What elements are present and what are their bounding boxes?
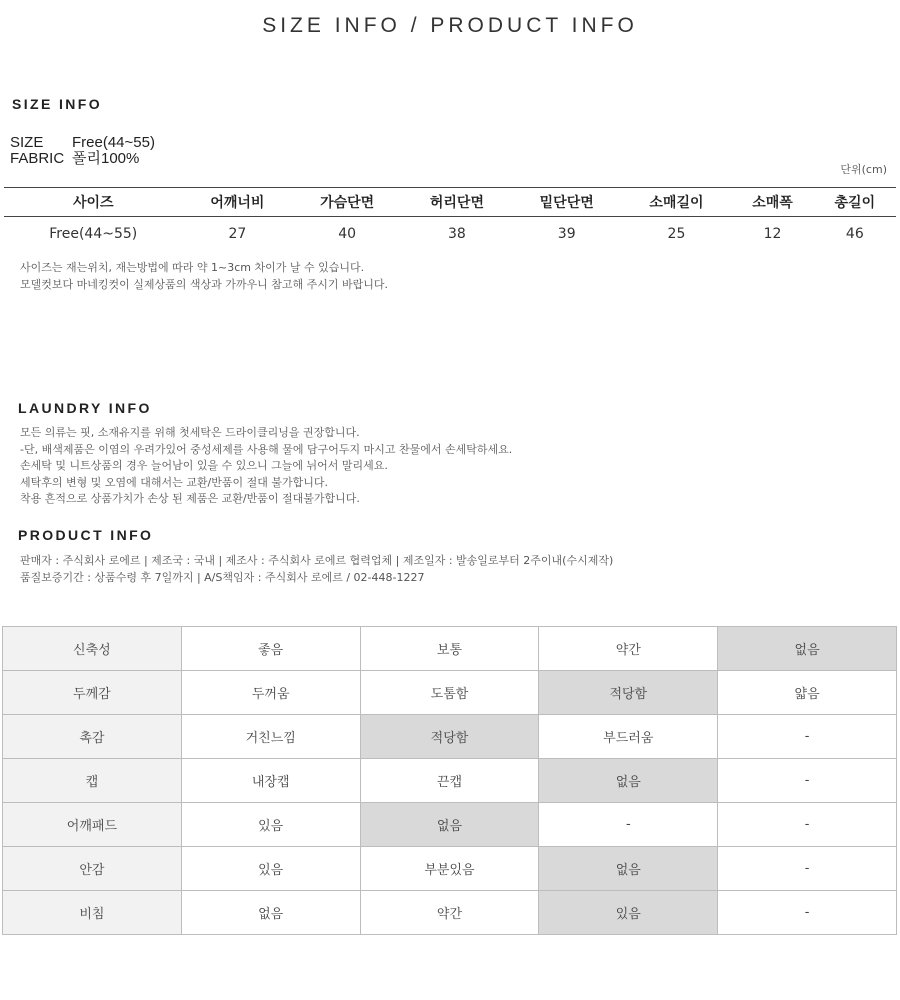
property-option: 내장캡 bbox=[181, 759, 360, 803]
property-label: 캡 bbox=[3, 759, 182, 803]
fabric-label: FABRIC bbox=[10, 150, 65, 167]
property-label: 안감 bbox=[3, 847, 182, 891]
property-option: - bbox=[718, 715, 897, 759]
unit-label: 단위(cm) bbox=[840, 163, 887, 176]
table-cell: 12 bbox=[763, 226, 782, 242]
table-cell: 25 bbox=[667, 226, 686, 242]
property-option-selected: 적당함 bbox=[360, 715, 539, 759]
size-spec bbox=[10, 134, 155, 151]
property-option: - bbox=[718, 803, 897, 847]
header-cell: 어깨너비 bbox=[183, 188, 293, 217]
property-label: 어깨패드 bbox=[3, 803, 182, 847]
property-option-selected: 없음 bbox=[539, 759, 718, 803]
property-row bbox=[3, 759, 897, 803]
property-option: 부분있음 bbox=[360, 847, 539, 891]
product-notes bbox=[20, 553, 613, 586]
property-label: 비침 bbox=[3, 891, 182, 935]
property-row bbox=[3, 627, 897, 671]
fabric-value: 폴리100% bbox=[72, 150, 140, 167]
laundry-notes bbox=[20, 425, 512, 508]
table-cell: Free(44~55) bbox=[49, 226, 138, 242]
property-option: - bbox=[718, 759, 897, 803]
property-option: 두꺼움 bbox=[181, 671, 360, 715]
product-line: 판매자 : 주식회사 로에르 | 제조국 : 국내 | 제조사 : 주식회사 로에르 협력업체 | 제조일자 : 발송일로부터 2주이내(수시제작) bbox=[20, 554, 614, 567]
property-row bbox=[3, 671, 897, 715]
laundry-line: 모든 의류는 핏, 소재유지를 위해 첫세탁은 드라이클리닝을 권장합니다. bbox=[20, 426, 360, 439]
product-line: 품질보증기간 : 상품수령 후 7일까지 | A/S책임자 : 주식회사 로에르 / 02-448-1227 bbox=[20, 570, 425, 584]
table-row bbox=[4, 217, 896, 252]
property-option: 없음 bbox=[181, 891, 360, 935]
size-notes bbox=[20, 260, 388, 293]
size-table bbox=[4, 187, 896, 251]
header-cell: 가슴단면 bbox=[292, 188, 402, 217]
fabric-spec bbox=[10, 150, 139, 167]
table-cell: 46 bbox=[845, 226, 864, 242]
laundry-line: 착용 흔적으로 상품가치가 손상 된 제품은 교환/반품이 절대불가합니다. bbox=[20, 492, 360, 505]
property-option: 좋음 bbox=[181, 627, 360, 671]
laundry-line: 세탁후의 변형 및 오염에 대해서는 교환/반품이 절대 불가합니다. bbox=[20, 475, 328, 489]
property-option: - bbox=[539, 803, 718, 847]
table-cell: 38 bbox=[448, 226, 466, 242]
property-option: 부드러움 bbox=[539, 715, 718, 759]
property-option-selected: 없음 bbox=[539, 847, 718, 891]
header-cell: 밑단단면 bbox=[512, 188, 622, 217]
property-label: 두께감 bbox=[3, 671, 182, 715]
property-row bbox=[3, 803, 897, 847]
size-value: Free(44~55) bbox=[72, 134, 155, 151]
header-cell: 소매폭 bbox=[731, 188, 813, 217]
property-row bbox=[3, 891, 897, 935]
page-title: SIZE INFO / PRODUCT INFO bbox=[262, 14, 638, 37]
header-cell: 사이즈 bbox=[4, 188, 183, 217]
laundry-line: 손세탁 및 니트상품의 경우 늘어남이 있을 수 있으니 그늘에 뉘어서 말리세요. bbox=[20, 459, 388, 472]
property-label: 신축성 bbox=[3, 627, 182, 671]
property-option: 거친느낌 bbox=[181, 715, 360, 759]
size-table-header bbox=[4, 188, 896, 217]
table-cell: 40 bbox=[338, 226, 357, 242]
property-option: - bbox=[718, 891, 897, 935]
property-option: 약간 bbox=[360, 891, 539, 935]
property-option-selected: 적당함 bbox=[539, 671, 718, 715]
table-cell: 39 bbox=[557, 226, 576, 242]
property-row bbox=[3, 715, 897, 759]
size-info-heading: SIZE INFO bbox=[12, 96, 103, 112]
table-cell: 27 bbox=[228, 226, 247, 242]
size-note: 모델컷보다 마네킹컷이 실제상품의 색상과 가까우니 참고해 주시기 바랍니다. bbox=[20, 277, 389, 291]
property-option: 끈캡 bbox=[360, 759, 539, 803]
property-option: 있음 bbox=[181, 803, 360, 847]
header-cell: 총길이 bbox=[814, 188, 896, 217]
header-cell: 허리단면 bbox=[402, 188, 512, 217]
header-cell: 소매길이 bbox=[622, 188, 732, 217]
property-option-selected: 있음 bbox=[539, 891, 718, 935]
property-option: - bbox=[718, 847, 897, 891]
property-option: 얇음 bbox=[718, 671, 897, 715]
property-option: 있음 bbox=[181, 847, 360, 891]
property-option-selected: 없음 bbox=[360, 803, 539, 847]
property-option: 도톰함 bbox=[360, 671, 539, 715]
property-label: 촉감 bbox=[3, 715, 182, 759]
size-note: 사이즈는 재는위치, 재는방법에 따라 약 1~3cm 차이가 날 수 있습니다. bbox=[20, 261, 365, 274]
product-info-heading: PRODUCT INFO bbox=[18, 527, 154, 543]
laundry-info-heading: LAUNDRY INFO bbox=[18, 400, 152, 416]
laundry-line: -단, 배색제품은 이염의 우려가있어 중성세제를 사용해 물에 담구어두지 마시고 찬물에서 손세탁하세요. bbox=[20, 442, 513, 456]
property-option-selected: 없음 bbox=[718, 627, 897, 671]
property-table bbox=[2, 626, 897, 935]
property-option: 보통 bbox=[360, 627, 539, 671]
property-row bbox=[3, 847, 897, 891]
size-label: SIZE bbox=[10, 134, 44, 151]
property-option: 약간 bbox=[539, 627, 718, 671]
